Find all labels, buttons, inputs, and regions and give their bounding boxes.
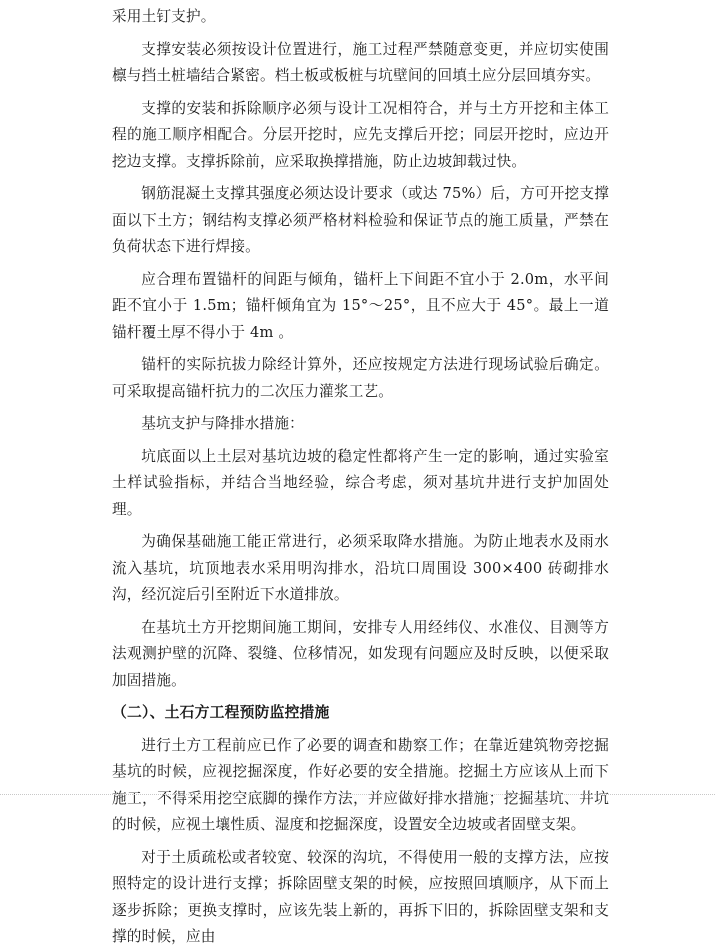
paragraph-9: 为确保基础施工能正常进行，必须采取降水措施。为防止地表水及雨水流入基坑，坑顶地表水采用明沟排水，沿坑口周围设 300×400 砖砌排水沟，经沉淀后引至附近下水道排放。 (112, 533, 609, 603)
section-heading: （二）、土石方工程预防监控措施 (112, 704, 330, 721)
paragraph-12: 对于土质疏松或者较宽、较深的沟坑，不得使用一般的支撑方法，应按照特定的设计进行支撑；拆除固壁支架的时候，应按照回填顺序，从下而上逐步拆除；更换支撑时，应该先装上新的，再拆下旧的，拆除固壁支架和支撑的时候，应由 (112, 848, 609, 945)
paragraph-10: 在基坑土方开挖期间施工期间，安排专人用经纬仪、水准仪、目测等方法观测护壁的沉降、裂缝、位移情况，如发现有问题应及时反映，以便采取加固措施。 (112, 618, 609, 689)
paragraph-4: 钢筋混凝土支撑其强度必须达设计要求（或达 75%）后，方可开挖支撑面以下土方；钢结构支撑必须严格材料检验和保证节点的施工质量，严禁在负荷状态下进行焊接。 (112, 185, 609, 255)
paragraph-5: 应合理布置锚杆的间距与倾角，锚杆上下间距不宜小于 2.0m，水平间距不宜小于 1.5m；锚杆倾角宜为 15°～25°，且不应大于 45°。最上一道锚杆覆土厚不得小于 4m 。 (112, 270, 609, 341)
paragraph-11: 进行土方工程前应已作了必要的调查和勘察工作；在靠近建筑物旁挖掘基坑的时候，应视挖掘深度，作好必要的安全措施。挖掘土方应该从上而下施工，不得采用挖空底脚的操作方法，并应做好排水措施；挖掘基坑、井坑的时候，应视土壤性质、湿度和挖掘深度，设置安全边坡或者固壁支架。 (112, 736, 609, 833)
paragraph-1: 采用土钉支护。 (112, 8, 216, 25)
paragraph-7: 基坑支护与降排水措施： (141, 415, 304, 432)
paragraph-8: 坑底面以上土层对基坑边坡的稳定性都将产生一定的影响，通过实验室土样试验指标，并结合当地经验，综合考虑，须对基坑井进行支护加固处理。 (112, 447, 609, 518)
paragraph-3: 支撑的安装和拆除顺序必须与设计工况相符合，并与土方开挖和主体工程的施工顺序相配合。分层开挖时，应先支撑后开挖；同层开挖时，应边开挖边支撑。支撑拆除前，应采取换撑措施，防止边坡卸载过快。 (112, 99, 609, 170)
paragraph-2: 支撑安装必须按设计位置进行，施工过程严禁随意变更，并应切实使围檩与挡土桩墙结合紧密。档土板或板桩与坑壁间的回填土应分层回填夯实。 (112, 40, 609, 84)
page-bottom-divider (0, 794, 715, 795)
paragraph-6: 锚杆的实际抗拔力除经计算外，还应按规定方法进行现场试验后确定。可采取提高锚杆抗力的二次压力灌浆工艺。 (112, 356, 609, 400)
